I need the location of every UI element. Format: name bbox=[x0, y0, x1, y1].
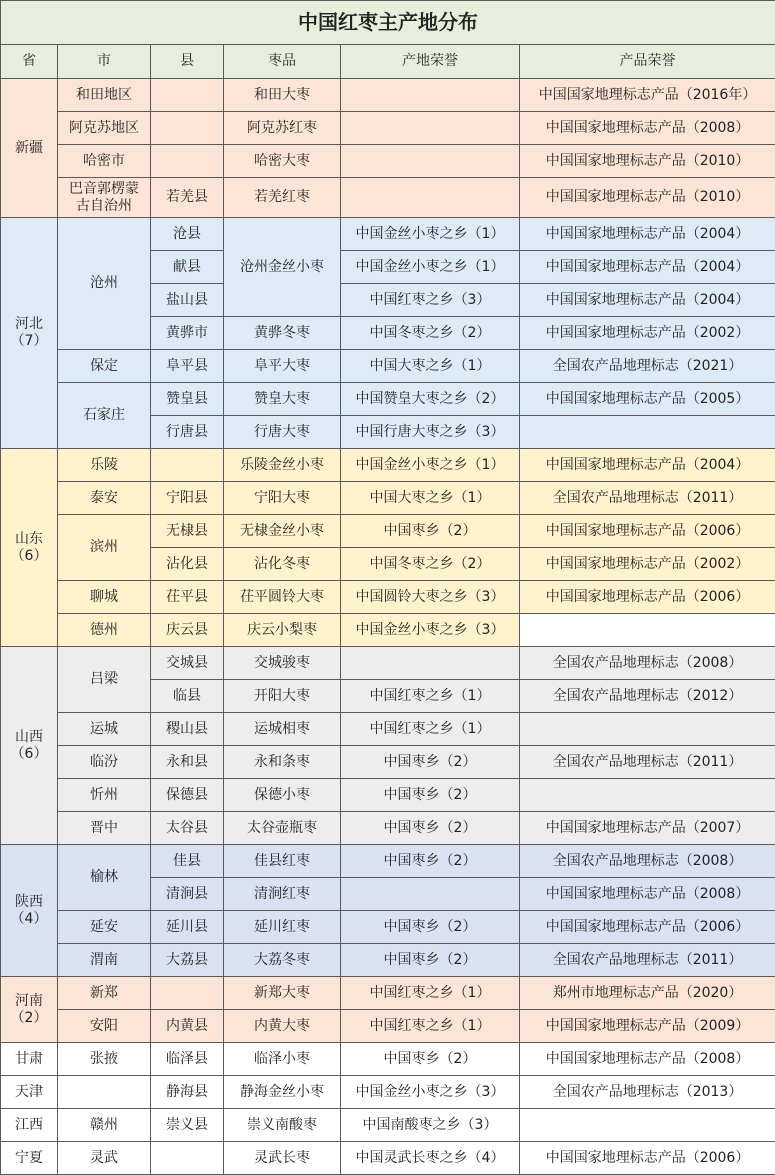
city-cell: 和田地区 bbox=[58, 79, 151, 112]
city-cell: 延安 bbox=[58, 911, 151, 944]
product-cell: 茌平圆铃大枣 bbox=[224, 581, 341, 614]
product-cell: 内黄大枣 bbox=[224, 1010, 341, 1043]
origin-honor-cell: 中国枣乡（2） bbox=[341, 746, 520, 779]
product-honor-cell: 全国农产品地理标志（2011） bbox=[520, 746, 775, 779]
product-cell: 灵武长枣 bbox=[224, 1142, 341, 1175]
product-honor-cell: 全国农产品地理标志（2011） bbox=[520, 482, 775, 515]
county-cell bbox=[151, 79, 224, 112]
city-cell: 石家庄 bbox=[58, 383, 151, 449]
product-honor-cell: 中国国家地理标志产品（2016年） bbox=[520, 79, 775, 112]
origin-honor-cell: 中国大枣之乡（1） bbox=[341, 482, 520, 515]
product-cell: 阿克苏红枣 bbox=[224, 112, 341, 145]
city-cell: 阿克苏地区 bbox=[58, 112, 151, 145]
county-cell: 沾化县 bbox=[151, 548, 224, 581]
product-honor-cell bbox=[520, 1109, 775, 1142]
county-cell: 静海县 bbox=[151, 1076, 224, 1109]
product-cell: 乐陵金丝小枣 bbox=[224, 449, 341, 482]
product-cell: 赞皇大枣 bbox=[224, 383, 341, 416]
county-cell: 交城县 bbox=[151, 647, 224, 680]
product-cell: 大荔冬枣 bbox=[224, 944, 341, 977]
origin-honor-cell: 中国红枣之乡（1） bbox=[341, 680, 520, 713]
origin-honor-cell bbox=[341, 647, 520, 680]
origin-honor-cell: 中国枣乡（2） bbox=[341, 812, 520, 845]
product-honor-cell: 中国国家地理标志产品（2010） bbox=[520, 178, 775, 218]
city-cell: 忻州 bbox=[58, 779, 151, 812]
product-honor-cell: 中国国家地理标志产品（2008） bbox=[520, 878, 775, 911]
product-honor-cell: 中国国家地理标志产品（2004） bbox=[520, 449, 775, 482]
origin-honor-cell bbox=[341, 112, 520, 145]
product-cell: 临泽小枣 bbox=[224, 1043, 341, 1076]
page-title: 中国红枣主产地分布 bbox=[1, 1, 775, 45]
origin-honor-cell: 中国行唐大枣之乡（3） bbox=[341, 416, 520, 449]
product-cell: 若羌红枣 bbox=[224, 178, 341, 218]
city-cell: 乐陵 bbox=[58, 449, 151, 482]
header-province: 省 bbox=[1, 45, 58, 79]
origin-honor-cell: 中国枣乡（2） bbox=[341, 515, 520, 548]
origin-honor-cell bbox=[341, 79, 520, 112]
origin-honor-cell: 中国冬枣之乡（2） bbox=[341, 548, 520, 581]
county-cell: 保德县 bbox=[151, 779, 224, 812]
province-cell: 陕西 （4） bbox=[1, 845, 58, 977]
county-cell: 临县 bbox=[151, 680, 224, 713]
county-cell: 行唐县 bbox=[151, 416, 224, 449]
product-cell: 清涧红枣 bbox=[224, 878, 341, 911]
origin-honor-cell: 中国赞皇大枣之乡（2） bbox=[341, 383, 520, 416]
product-honor-cell: 中国国家地理标志产品（2006） bbox=[520, 581, 775, 614]
city-cell: 晋中 bbox=[58, 812, 151, 845]
origin-honor-cell: 中国金丝小枣之乡（1） bbox=[341, 449, 520, 482]
province-cell: 河南 （2） bbox=[1, 977, 58, 1043]
county-cell: 崇义县 bbox=[151, 1109, 224, 1142]
origin-honor-cell bbox=[341, 178, 520, 218]
origin-honor-cell: 中国金丝小枣之乡（3） bbox=[341, 1076, 520, 1109]
product-honor-cell: 全国农产品地理标志（2012） bbox=[520, 680, 775, 713]
product-cell: 庆云小梨枣 bbox=[224, 614, 341, 647]
origin-honor-cell bbox=[341, 145, 520, 178]
product-cell: 阜平大枣 bbox=[224, 350, 341, 383]
province-cell: 河北 （7） bbox=[1, 218, 58, 449]
origin-honor-cell: 中国冬枣之乡（2） bbox=[341, 317, 520, 350]
city-cell: 德州 bbox=[58, 614, 151, 647]
product-cell: 佳县红枣 bbox=[224, 845, 341, 878]
product-honor-cell: 中国国家地理标志产品（2008） bbox=[520, 112, 775, 145]
city-cell bbox=[58, 1076, 151, 1109]
header-product-honor: 产品荣誉 bbox=[520, 45, 775, 79]
county-cell: 茌平县 bbox=[151, 581, 224, 614]
county-cell bbox=[151, 449, 224, 482]
origin-honor-cell: 中国圆铃大枣之乡（3） bbox=[341, 581, 520, 614]
county-cell bbox=[151, 977, 224, 1010]
origin-honor-cell: 中国红枣之乡（1） bbox=[341, 713, 520, 746]
city-cell: 张掖 bbox=[58, 1043, 151, 1076]
product-cell: 运城相枣 bbox=[224, 713, 341, 746]
county-cell: 太谷县 bbox=[151, 812, 224, 845]
header-county: 县 bbox=[151, 45, 224, 79]
origin-honor-cell: 中国金丝小枣之乡（3） bbox=[341, 614, 520, 647]
county-cell: 黄骅市 bbox=[151, 317, 224, 350]
county-cell: 赞皇县 bbox=[151, 383, 224, 416]
province-cell: 甘肃 bbox=[1, 1043, 58, 1076]
product-cell: 哈密大枣 bbox=[224, 145, 341, 178]
city-cell: 渭南 bbox=[58, 944, 151, 977]
city-cell: 新郑 bbox=[58, 977, 151, 1010]
city-cell: 灵武 bbox=[58, 1142, 151, 1175]
origin-honor-cell: 中国金丝小枣之乡（1） bbox=[341, 218, 520, 251]
origin-honor-cell: 中国枣乡（2） bbox=[341, 911, 520, 944]
origin-honor-cell: 中国枣乡（2） bbox=[341, 944, 520, 977]
origin-honor-cell: 中国枣乡（2） bbox=[341, 779, 520, 812]
product-honor-cell: 中国国家地理标志产品（2004） bbox=[520, 218, 775, 251]
product-cell: 和田大枣 bbox=[224, 79, 341, 112]
province-cell: 山西 （6） bbox=[1, 647, 58, 845]
product-cell: 静海金丝小枣 bbox=[224, 1076, 341, 1109]
product-cell: 永和条枣 bbox=[224, 746, 341, 779]
county-cell bbox=[151, 1142, 224, 1175]
product-honor-cell: 中国国家地理标志产品（2006） bbox=[520, 515, 775, 548]
product-cell: 延川红枣 bbox=[224, 911, 341, 944]
product-honor-cell: 中国国家地理标志产品（2009） bbox=[520, 1010, 775, 1043]
county-cell: 庆云县 bbox=[151, 614, 224, 647]
product-honor-cell: 中国国家地理标志产品（2006） bbox=[520, 1142, 775, 1175]
county-cell: 临泽县 bbox=[151, 1043, 224, 1076]
product-honor-cell: 中国国家地理标志产品（2006） bbox=[520, 911, 775, 944]
product-cell: 新郑大枣 bbox=[224, 977, 341, 1010]
product-honor-cell: 全国农产品地理标志（2008） bbox=[520, 647, 775, 680]
county-cell: 佳县 bbox=[151, 845, 224, 878]
product-honor-cell bbox=[520, 713, 775, 746]
product-honor-cell bbox=[520, 614, 775, 647]
county-cell: 献县 bbox=[151, 251, 224, 284]
product-cell: 沧州金丝小枣 bbox=[224, 218, 341, 317]
header-city: 市 bbox=[58, 45, 151, 79]
county-cell: 大荔县 bbox=[151, 944, 224, 977]
product-cell: 沾化冬枣 bbox=[224, 548, 341, 581]
product-honor-cell: 全国农产品地理标志（2021） bbox=[520, 350, 775, 383]
county-cell: 永和县 bbox=[151, 746, 224, 779]
county-cell: 延川县 bbox=[151, 911, 224, 944]
product-honor-cell: 中国国家地理标志产品（2008） bbox=[520, 1043, 775, 1076]
product-honor-cell: 中国国家地理标志产品（2002） bbox=[520, 548, 775, 581]
province-cell: 天津 bbox=[1, 1076, 58, 1109]
county-cell: 稷山县 bbox=[151, 713, 224, 746]
product-honor-cell: 全国农产品地理标志（2013） bbox=[520, 1076, 775, 1109]
city-cell: 临汾 bbox=[58, 746, 151, 779]
province-cell: 新疆 bbox=[1, 79, 58, 218]
origin-honor-cell bbox=[341, 878, 520, 911]
city-cell: 滨州 bbox=[58, 515, 151, 581]
county-cell: 无棣县 bbox=[151, 515, 224, 548]
origin-honor-cell: 中国灵武长枣之乡（4） bbox=[341, 1142, 520, 1175]
product-honor-cell: 中国国家地理标志产品（2004） bbox=[520, 284, 775, 317]
product-honor-cell: 中国国家地理标志产品（2007） bbox=[520, 812, 775, 845]
county-cell: 若羌县 bbox=[151, 178, 224, 218]
city-cell: 哈密市 bbox=[58, 145, 151, 178]
county-cell: 清涧县 bbox=[151, 878, 224, 911]
city-cell: 泰安 bbox=[58, 482, 151, 515]
city-cell: 聊城 bbox=[58, 581, 151, 614]
product-honor-cell: 中国国家地理标志产品（2004） bbox=[520, 251, 775, 284]
origin-honor-cell: 中国红枣之乡（3） bbox=[341, 284, 520, 317]
city-cell: 安阳 bbox=[58, 1010, 151, 1043]
product-honor-cell: 中国国家地理标志产品（2010） bbox=[520, 145, 775, 178]
product-cell: 交城骏枣 bbox=[224, 647, 341, 680]
product-cell: 崇义南酸枣 bbox=[224, 1109, 341, 1142]
county-cell bbox=[151, 112, 224, 145]
origin-honor-cell: 中国红枣之乡（1） bbox=[341, 1010, 520, 1043]
city-cell: 运城 bbox=[58, 713, 151, 746]
city-cell: 榆林 bbox=[58, 845, 151, 911]
product-cell: 黄骅冬枣 bbox=[224, 317, 341, 350]
origin-honor-cell: 中国枣乡（2） bbox=[341, 1043, 520, 1076]
county-cell: 阜平县 bbox=[151, 350, 224, 383]
product-honor-cell: 郑州市地理标志产品（2020） bbox=[520, 977, 775, 1010]
county-cell: 宁阳县 bbox=[151, 482, 224, 515]
origin-honor-cell: 中国红枣之乡（1） bbox=[341, 977, 520, 1010]
county-cell: 沧县 bbox=[151, 218, 224, 251]
product-cell: 保德小枣 bbox=[224, 779, 341, 812]
product-cell: 行唐大枣 bbox=[224, 416, 341, 449]
city-cell: 巴音郭楞蒙 古自治州 bbox=[58, 178, 151, 218]
product-cell: 开阳大枣 bbox=[224, 680, 341, 713]
province-cell: 山东 （6） bbox=[1, 449, 58, 647]
county-cell bbox=[151, 145, 224, 178]
product-honor-cell bbox=[520, 779, 775, 812]
product-cell: 宁阳大枣 bbox=[224, 482, 341, 515]
product-honor-cell: 全国农产品地理标志（2011） bbox=[520, 944, 775, 977]
header-product: 枣品 bbox=[224, 45, 341, 79]
product-honor-cell: 中国国家地理标志产品（2002） bbox=[520, 317, 775, 350]
county-cell: 盐山县 bbox=[151, 284, 224, 317]
origin-honor-cell: 中国枣乡（2） bbox=[341, 845, 520, 878]
product-cell: 太谷壶瓶枣 bbox=[224, 812, 341, 845]
city-cell: 沧州 bbox=[58, 218, 151, 350]
product-cell: 无棣金丝小枣 bbox=[224, 515, 341, 548]
city-cell: 保定 bbox=[58, 350, 151, 383]
province-cell: 江西 bbox=[1, 1109, 58, 1142]
product-honor-cell bbox=[520, 416, 775, 449]
city-cell: 赣州 bbox=[58, 1109, 151, 1142]
product-honor-cell: 中国国家地理标志产品（2005） bbox=[520, 383, 775, 416]
origin-honor-cell: 中国南酸枣之乡（3） bbox=[341, 1109, 520, 1142]
city-cell: 吕梁 bbox=[58, 647, 151, 713]
product-honor-cell: 全国农产品地理标志（2008） bbox=[520, 845, 775, 878]
header-origin-honor: 产地荣誉 bbox=[341, 45, 520, 79]
county-cell: 内黄县 bbox=[151, 1010, 224, 1043]
origin-honor-cell: 中国金丝小枣之乡（1） bbox=[341, 251, 520, 284]
origin-honor-cell: 中国大枣之乡（1） bbox=[341, 350, 520, 383]
province-cell: 宁夏 bbox=[1, 1142, 58, 1175]
